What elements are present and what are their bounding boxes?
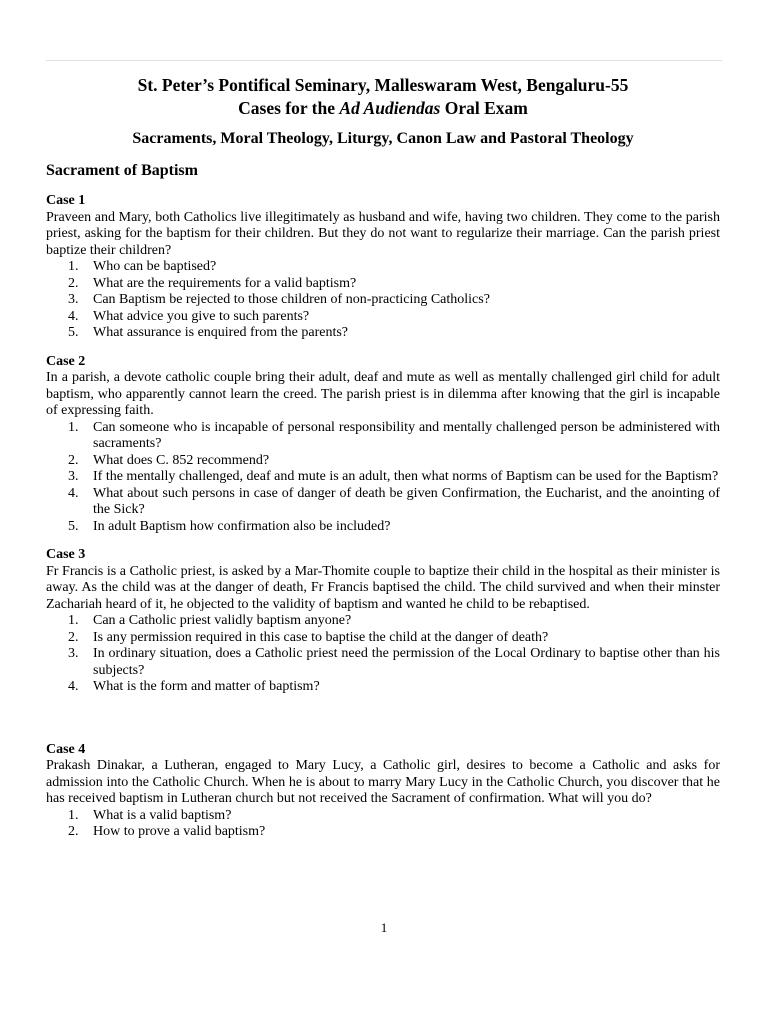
question-text: What assurance is enquired from the parents? (93, 325, 349, 340)
question-number: 1. (68, 419, 79, 435)
question-number: 4. (68, 485, 79, 501)
question-text: Who can be baptised? (93, 259, 217, 274)
question-item (46, 325, 720, 342)
question-number: 1. (68, 613, 79, 628)
exam-title-italic: Ad Audiendas (339, 98, 441, 118)
question-item (46, 630, 720, 647)
document-content (46, 74, 720, 841)
exam-title-prefix: Cases for the (238, 98, 340, 118)
subjects-subtitle: Sacraments, Moral Theology, Liturgy, Canon Law and Pastoral Theology (132, 130, 634, 147)
page-number: 1 (380, 920, 388, 935)
question-text: What does C. 852 recommend? (93, 452, 270, 468)
question-number: 3. (68, 292, 79, 307)
question-number: 1. (68, 259, 79, 274)
question-list (46, 259, 720, 342)
question-number: 5. (68, 325, 79, 340)
question-text: What are the requirements for a valid baptism? (93, 275, 357, 291)
case-text: Praveen and Mary, both Catholics live illegitimately as husband and wife, having two children. They come to the parish priest, asking for the baptism for their children. But they do not want to regularize their marriage. Can the parish priest baptize their children? (46, 209, 720, 258)
case-2 (46, 354, 720, 536)
case-text: Fr Francis is a Catholic priest, is asked by a Mar-Thomite couple to baptize their child in the hospital as their minister is away. As the child was at the danger of death, Fr Francis baptised the child. The child survived and when their minster Zachariah heard of it, he objected to the validity of baptism and wanted he child to be rebaptised. (46, 563, 720, 612)
question-text: In ordinary situation, does a Catholic priest need the permission of the Local Ordinary to baptise other than his subjects? (93, 646, 720, 678)
case-3 (46, 547, 720, 696)
question-item (46, 453, 720, 470)
question-text: What advice you give to such parents? (93, 308, 310, 324)
question-number: 4. (68, 308, 79, 324)
question-number: 3. (68, 469, 79, 484)
question-text: What is the form and matter of baptism? (93, 679, 320, 694)
question-item (46, 309, 720, 326)
question-item (46, 259, 720, 276)
question-text: In adult Baptism how confirmation also be included? (93, 518, 391, 534)
question-number: 2. (68, 452, 79, 468)
question-number: 3. (68, 646, 79, 661)
question-item (46, 519, 720, 536)
case-1 (46, 193, 720, 342)
exam-title (46, 97, 720, 120)
question-item (46, 420, 720, 453)
case-title: Case 2 (46, 353, 86, 369)
question-item (46, 486, 720, 519)
question-text: Can Baptism be rejected to those children of non-practicing Catholics? (93, 292, 490, 307)
question-list (46, 808, 720, 841)
question-text: If the mentally challenged, deaf and mute is an adult, then what norms of Baptism can be used for the Baptism? (93, 469, 719, 484)
question-item (46, 808, 720, 825)
question-number: 2. (68, 629, 79, 645)
question-text: Is any permission required in this case to baptise the child at the danger of death? (93, 629, 549, 645)
top-divider (46, 60, 722, 61)
case-title: Case 1 (46, 193, 86, 208)
question-item (46, 469, 720, 486)
question-number: 4. (68, 679, 79, 694)
question-item (46, 613, 720, 630)
question-item (46, 276, 720, 293)
case-title: Case 3 (46, 547, 86, 562)
case-text: Prakash Dinakar, a Lutheran, engaged to Mary Lucy, a Catholic girl, desires to become a Catholic and asks for admission into the Catholic Church. When he is about to marry Mary Lucy in the Catholic Church, you discover that he has received baptism in Lutheran church but not received the Sacrament of confirmation. What will you do? (46, 758, 720, 806)
question-number: 2. (68, 824, 79, 839)
case-4 (46, 742, 720, 841)
question-text: Can someone who is incapable of personal responsibility and mentally challenged person be administered with sacraments? (93, 419, 720, 451)
question-text: What is a valid baptism? (93, 807, 232, 823)
question-number: 5. (68, 518, 79, 534)
section-heading: Sacrament of Baptism (46, 162, 198, 179)
question-text: How to prove a valid baptism? (93, 824, 266, 839)
case-title: Case 4 (46, 741, 86, 757)
question-number: 2. (68, 275, 79, 291)
case-text: In a parish, a devote catholic couple bring their adult, deaf and mute as well as mentally challenged girl child for adult baptism, who apparently cannot learn the creed. The parish priest is in dilemma after knowing that the girl is incapable of expressing faith. (46, 370, 720, 418)
institution-title: St. Peter’s Pontifical Seminary, Malleswaram West, Bengaluru-55 (137, 75, 629, 95)
exam-title-suffix: Oral Exam (440, 98, 528, 118)
question-text: Can a Catholic priest validly baptism anyone? (93, 613, 352, 628)
question-list (46, 420, 720, 536)
question-list (46, 613, 720, 696)
question-item (46, 824, 720, 841)
question-item (46, 679, 720, 696)
question-number: 1. (68, 807, 79, 823)
question-item (46, 292, 720, 309)
question-item (46, 646, 720, 679)
question-text: What about such persons in case of danger of death be given Confirmation, the Eucharist, and the anointing of the Sick? (93, 485, 720, 517)
